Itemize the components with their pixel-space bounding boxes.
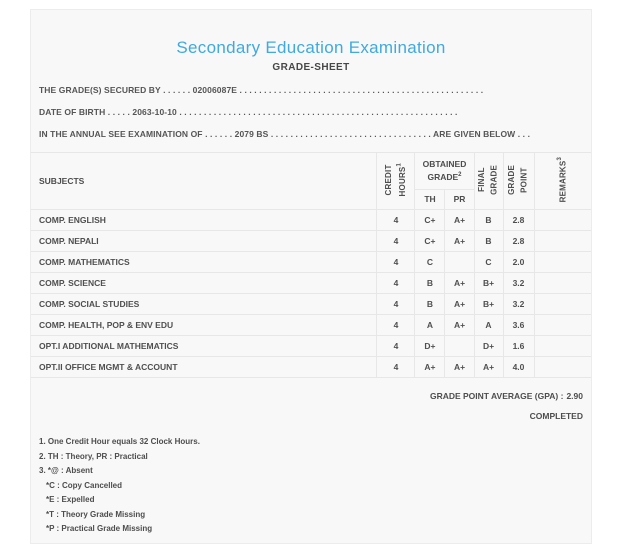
practical-grade: A+ (445, 210, 474, 231)
footnote-expelled: *E : Expelled (46, 495, 95, 504)
grade-point: 4.0 (503, 357, 534, 378)
remarks-value (534, 357, 591, 378)
gpa-value: 2.90 (566, 391, 583, 401)
subject-name: COMP. SOCIAL STUDIES (31, 294, 377, 315)
remarks-value (534, 252, 591, 273)
theory-grade: A+ (415, 357, 445, 378)
practical-grade (445, 252, 474, 273)
table-row (31, 336, 591, 357)
remarks-value (534, 294, 591, 315)
status-completed: COMPLETED (529, 411, 583, 421)
page-subtitle: GRADE-SHEET (272, 62, 350, 73)
dots: . . . . . . (163, 86, 191, 95)
credit-hours-value: 4 (377, 336, 415, 357)
subject-name: OPT.II OFFICE MGMT & ACCOUNT (31, 357, 377, 378)
column-header-remarks: REMARKS$^3$ (534, 153, 591, 210)
table-row (31, 231, 591, 252)
table-row (31, 210, 591, 231)
gpa-line (39, 392, 583, 401)
grade-point: 3.6 (503, 315, 534, 336)
subject-name: OPT.I ADDITIONAL MATHEMATICS (31, 336, 377, 357)
theory-grade: B (415, 273, 445, 294)
practical-grade: A+ (445, 294, 474, 315)
remarks-value (534, 273, 591, 294)
practical-grade: A+ (445, 231, 474, 252)
remarks-value (534, 231, 591, 252)
footnote-ref-1: 1 (396, 163, 403, 167)
date-of-birth-label: DATE OF BIRTH (39, 108, 106, 117)
table-row (31, 315, 591, 336)
grade-point: 3.2 (503, 273, 534, 294)
dots: . . . . . . . . . . . . . . . . . . . . . . . . . . . . . . . . . (270, 130, 431, 139)
footnote-copy-cancelled: *C : Copy Cancelled (46, 480, 123, 490)
dots: . . . . . . . . . . . . . . . . . . . . . . . . . . . . . . . . . . . . . . . . . . . . . . . . . . . . . . . . . (179, 108, 458, 117)
theory-grade: C (415, 252, 445, 273)
footnote-ref-2: 2 (458, 171, 462, 178)
column-header-grade-point: GRADE POINT (503, 153, 534, 210)
symbol-number-value: 02006087E (192, 86, 238, 95)
grade-point: 2.8 (503, 231, 534, 252)
grade-point: 1.6 (503, 336, 534, 357)
final-grade: B (474, 210, 503, 231)
practical-grade: A+ (445, 357, 474, 378)
column-header-pr: PR (445, 189, 474, 209)
column-header-th: TH (415, 189, 445, 209)
grade-point: 2.0 (503, 252, 534, 273)
info-line-date-of-birth (39, 108, 583, 117)
examination-suffix: ARE GIVEN BELOW . . . (433, 130, 531, 139)
final-grade: B (474, 231, 503, 252)
credit-hours-value: 4 (377, 252, 415, 273)
grades-table (31, 152, 591, 378)
subject-name: COMP. MATHEMATICS (31, 252, 377, 273)
dots: . . . . . . (205, 130, 233, 139)
remarks-value (534, 210, 591, 231)
subject-name: COMP. SCIENCE (31, 273, 377, 294)
table-row (31, 357, 591, 378)
dots: . . . . . . . . . . . . . . . . . . . . . . . . . . . . . . . . . . . . . . . . . . . . . . . . . . (239, 86, 484, 95)
final-grade: A+ (474, 357, 503, 378)
final-grade: A (474, 315, 503, 336)
secured-by-label: THE GRADE(S) SECURED BY (39, 86, 161, 95)
table-row (31, 273, 591, 294)
footnote-practical-grade-missing: *P : Practical Grade Missing (46, 524, 153, 533)
credit-hours-value: 4 (377, 210, 415, 231)
credit-hours-value: 4 (377, 315, 415, 336)
dots: . . . . . (107, 108, 130, 117)
footnote-theory-grade-missing: *T : Theory Grade Missing (46, 509, 146, 519)
theory-grade: C+ (415, 231, 445, 252)
grade-sheet-panel (30, 9, 592, 544)
footnote-credit-hour: 1. One Credit Hour equals 32 Clock Hours. (39, 437, 200, 446)
remarks-value (534, 336, 591, 357)
practical-grade: A+ (445, 315, 474, 336)
info-line-examination (39, 130, 583, 139)
examination-label: IN THE ANNUAL SEE EXAMINATION OF (39, 130, 203, 139)
date-of-birth-value: 2063-10-10 (132, 108, 177, 117)
theory-grade: C+ (415, 210, 445, 231)
column-header-credit-hours: CREDIT HOURS$^1$ (377, 153, 415, 210)
grade-point: 3.2 (503, 294, 534, 315)
column-header-final-grade: FINAL GRADE (474, 153, 503, 210)
final-grade: B+ (474, 294, 503, 315)
info-line-secured-by (39, 86, 583, 95)
footnotes (39, 435, 583, 537)
footnote-ref-3: 3 (556, 157, 563, 161)
grade-point: 2.8 (503, 210, 534, 231)
theory-grade: A (415, 315, 445, 336)
credit-hours-value: 4 (377, 294, 415, 315)
theory-grade: D+ (415, 336, 445, 357)
credit-hours-value: 4 (377, 273, 415, 294)
practical-grade (445, 336, 474, 357)
final-grade: B+ (474, 273, 503, 294)
credit-hours-value: 4 (377, 357, 415, 378)
footnote-th-pr: 2. TH : Theory, PR : Practical (39, 451, 148, 461)
practical-grade: A+ (445, 273, 474, 294)
final-grade: C (474, 252, 503, 273)
table-row (31, 252, 591, 273)
subject-name: COMP. NEPALI (31, 231, 377, 252)
final-grade: D+ (474, 336, 503, 357)
column-header-obtained-grade: OBTAINED GRADE$^2$ (415, 153, 474, 190)
subject-name: COMP. HEALTH, POP & ENV EDU (31, 315, 377, 336)
table-row (31, 294, 591, 315)
examination-year-value: 2079 BS (234, 130, 269, 139)
page-title: Secondary Education Examination (176, 38, 446, 57)
theory-grade: B (415, 294, 445, 315)
subject-name: COMP. ENGLISH (31, 210, 377, 231)
remarks-value (534, 315, 591, 336)
credit-hours-value: 4 (377, 231, 415, 252)
gpa-label: GRADE POINT AVERAGE (GPA) : (429, 391, 564, 401)
column-header-subjects: SUBJECTS (31, 153, 377, 210)
footnote-absent: 3. *@ : Absent (39, 466, 93, 475)
